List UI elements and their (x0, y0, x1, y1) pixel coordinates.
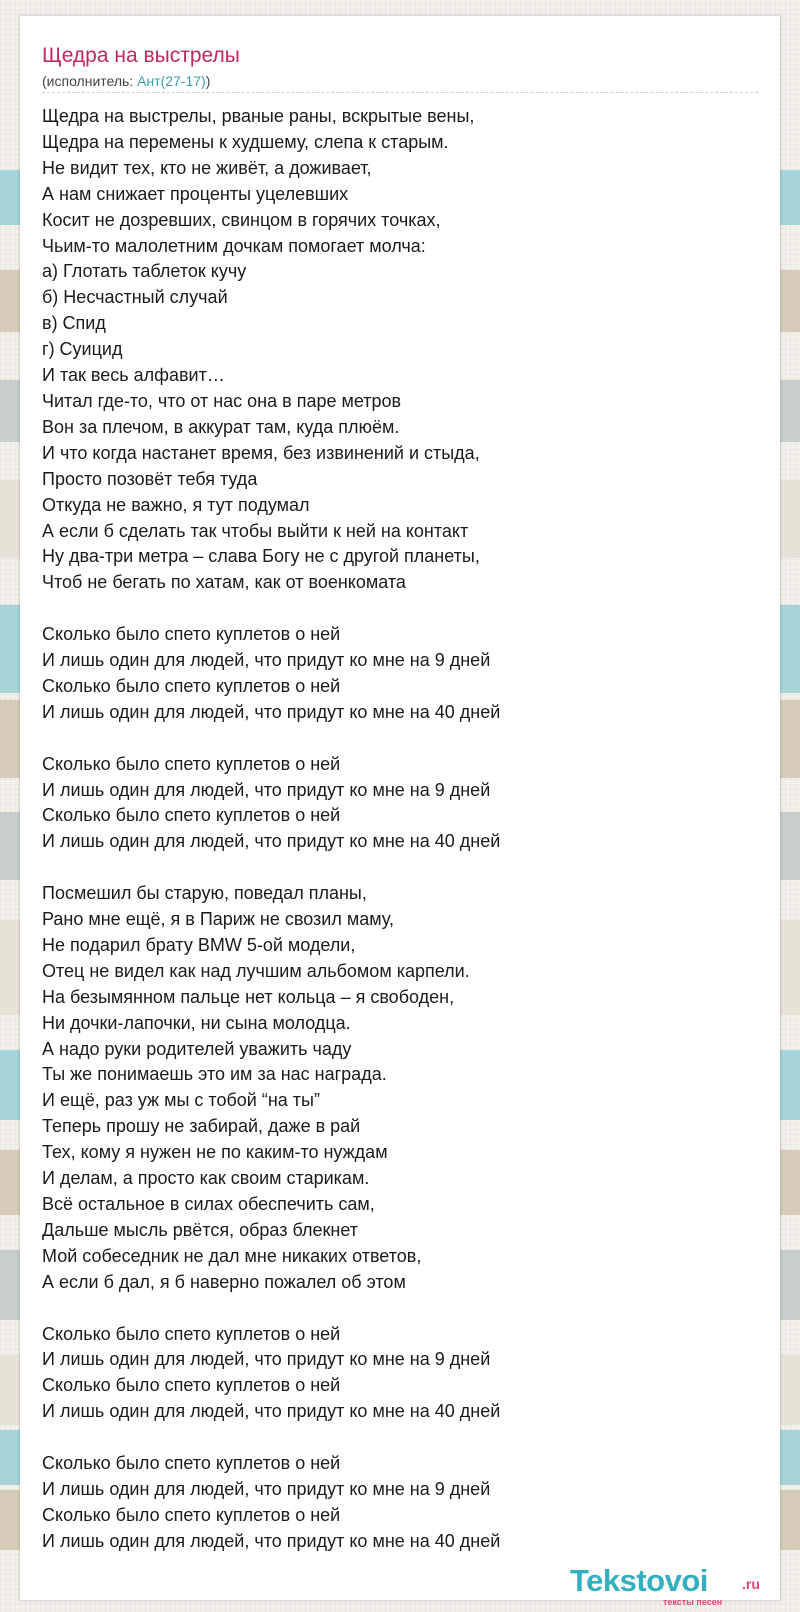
title-divider (42, 92, 758, 93)
lyrics-line: Дальше мысль рвётся, образ блекнет (42, 1219, 358, 1240)
lyrics-stanza (42, 881, 762, 1296)
lyrics-line: Рано мне ещё, я в Париж не свозил маму, (42, 909, 394, 930)
lyrics-card (20, 16, 780, 1607)
lyrics-line: Не подарил брату BMW 5-ой модели, (42, 934, 356, 955)
site-logo[interactable] (570, 1564, 770, 1608)
lyrics-line: Щедра на выстрелы, рваные раны, вскрытые вены, (42, 106, 475, 126)
lyrics-line: Сколько было спето куплетов о ней (42, 805, 341, 826)
lyrics-line: Щедра на перемены к худшему, слепа к старым. (42, 131, 449, 152)
lyrics-line: И лишь один для людей, что придут ко мне на 40 дней (42, 831, 501, 852)
lyrics-line: А если б сделать так чтобы выйти к ней на контакт (42, 520, 469, 541)
logo-tld: .ru (742, 1576, 760, 1592)
artist-suffix: ) (205, 73, 211, 89)
lyrics-line: И лишь один для людей, что придут ко мне на 40 дней (42, 1530, 501, 1551)
lyrics-line: Отец не видел как над лучшим альбомом карпели. (42, 960, 470, 981)
lyrics-line: Сколько было спето куплетов о ней (42, 1323, 341, 1344)
lyrics-line: На безымянном пальце нет кольца – я свободен, (42, 986, 455, 1007)
lyrics-line: И ещё, раз уж мы с тобой “на ты” (42, 1090, 320, 1111)
lyrics-line: Ни дочки-лапочки, ни сына молодца. (42, 1012, 351, 1033)
lyrics-line: И делам, а просто как своим старикам. (42, 1168, 370, 1189)
lyrics-line: И лишь один для людей, что придут ко мне на 40 дней (42, 701, 501, 722)
lyrics-stanza (42, 1451, 762, 1555)
lyrics-line: Чтоб не бегать по хатам, как от военкомата (42, 572, 406, 593)
lyrics-line: И так весь алфавит… (42, 365, 225, 386)
lyrics-stanza (42, 1322, 762, 1426)
lyrics-line: б) Несчастный случай (42, 287, 228, 308)
lyrics-line: Сколько было спето куплетов о ней (42, 624, 341, 645)
lyrics-line: Читал где-то, что от нас она в паре метров (42, 390, 402, 411)
lyrics-stanza (42, 752, 762, 856)
artist-prefix: (исполнитель: (42, 73, 138, 89)
lyrics-line: Сколько было спето куплетов о ней (42, 1375, 341, 1396)
lyrics-line: Теперь прошу не забирай, даже в рай (42, 1116, 361, 1137)
lyrics-line: И лишь один для людей, что придут ко мне на 9 дней (42, 650, 491, 671)
lyrics-stanza (42, 104, 762, 596)
lyrics-line: Сколько было спето куплетов о ней (42, 753, 341, 774)
lyrics-line: Ну два-три метра – слава Богу не с другой планеты, (42, 546, 480, 567)
lyrics-line: Сколько было спето куплетов о ней (42, 1504, 341, 1525)
logo-wordmark: Tekstovoi (570, 1563, 708, 1598)
lyrics-line: Вон за плечом, в аккурат там, куда плюём. (42, 416, 400, 437)
lyrics-line: А если б дал, я б наверно пожалел об этом (42, 1271, 406, 1292)
lyrics-line: в) Спид (42, 313, 106, 334)
logo-tagline: тексты песен (663, 1597, 723, 1607)
song-title: Щедра на выстрелы (42, 44, 240, 67)
lyrics-line: А надо руки родителей уважить чаду (42, 1038, 352, 1059)
lyrics-line: Ты же понимаешь это им за нас награда. (42, 1064, 387, 1085)
lyrics-line: И лишь один для людей, что придут ко мне на 9 дней (42, 1478, 491, 1499)
lyrics-line: Откуда не важно, я тут подумал (42, 494, 310, 515)
lyrics-line: Посмешил бы старую, поведал планы, (42, 883, 367, 904)
lyrics-line: И лишь один для людей, что придут ко мне на 9 дней (42, 779, 491, 800)
lyrics-line: а) Глотать таблеток кучу (42, 261, 247, 282)
lyrics-line: г) Суицид (42, 339, 123, 360)
lyrics-text (42, 104, 762, 1555)
artist-line (42, 72, 210, 90)
lyrics-line: И лишь один для людей, что придут ко мне на 9 дней (42, 1349, 491, 1370)
artist-link[interactable]: Ант(27-17) (137, 73, 206, 89)
lyrics-line: Сколько было спето куплетов о ней (42, 1453, 341, 1474)
lyrics-line: Всё остальное в силах обеспечить сам, (42, 1194, 375, 1215)
lyrics-line: Просто позовёт тебя туда (42, 468, 258, 489)
lyrics-line: Косит не дозревших, свинцом в горячих точках, (42, 209, 441, 230)
lyrics-line: Чьим-то малолетним дочкам помогает молча: (42, 235, 426, 256)
lyrics-line: Сколько было спето куплетов о ней (42, 675, 341, 696)
lyrics-stanza (42, 622, 762, 726)
lyrics-line: И лишь один для людей, что придут ко мне на 40 дней (42, 1401, 501, 1422)
lyrics-line: Тех, кому я нужен не по каким-то нуждам (42, 1142, 388, 1163)
lyrics-line: И что когда настанет время, без извинений и стыда, (42, 442, 480, 463)
lyrics-line: Не видит тех, кто не живёт, а доживает, (42, 157, 372, 178)
lyrics-line: А нам снижает проценты уцелевших (42, 183, 349, 204)
lyrics-line: Мой собеседник не дал мне никаких ответов, (42, 1245, 422, 1266)
